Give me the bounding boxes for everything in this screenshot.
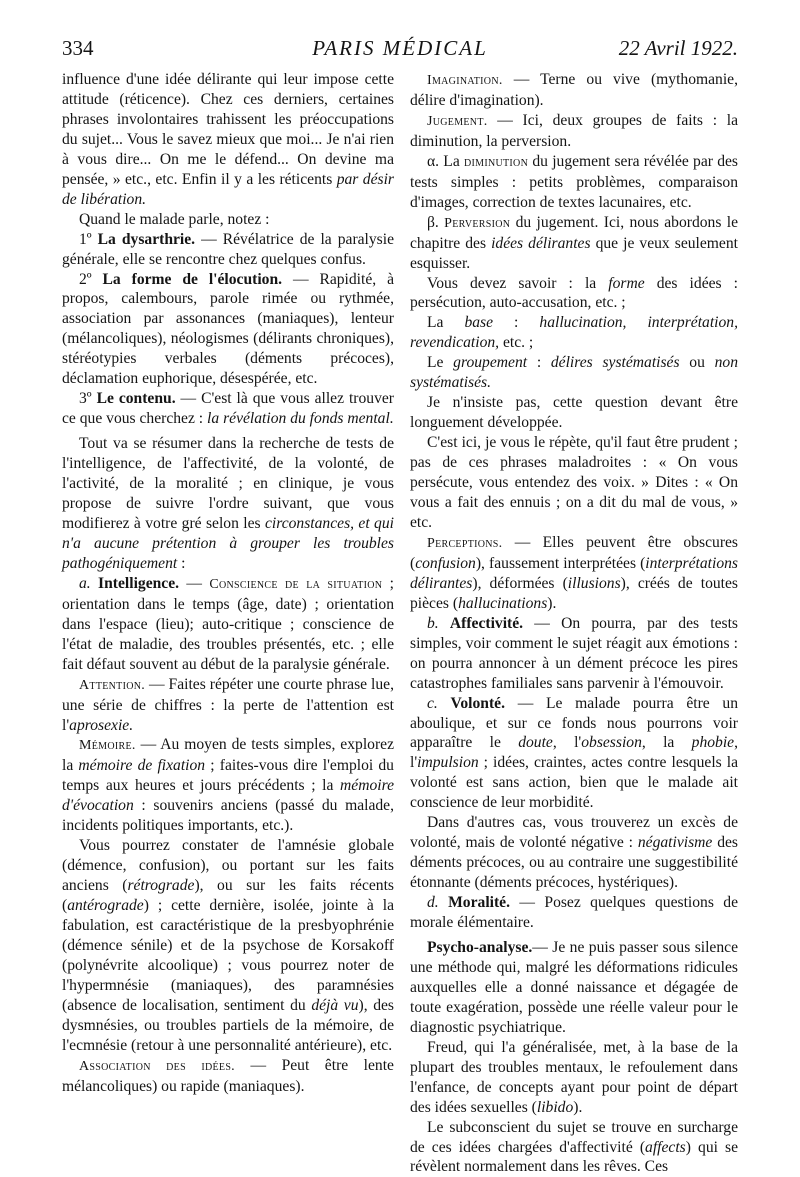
- text-segment: — Le malade pourra être un aboulique, et sur ce fonds nous pourrons voir apparaître le: [410, 694, 739, 752]
- text-segment: d.: [427, 894, 449, 912]
- text-segment: ) qui se révèlent normalement dans les rêves. Ces: [410, 1138, 739, 1176]
- text-segment: :: [527, 354, 551, 372]
- text-segment: 2º: [79, 270, 103, 288]
- text-segment: non systématisés.: [410, 354, 738, 392]
- text-segment: Le contenu.: [96, 390, 176, 408]
- text-segment: — Rapidité, à propos, calembours, parole rimée ou rythmée, association par assonances (maniaques), lenteur (mélancoliques), néologismes (délirants chroniques), stéréotypies verbales (déments précoces), déclamation euphorique, désespérée, etc.: [62, 270, 394, 388]
- text-segment: idées délirantes: [491, 234, 591, 252]
- paragraph: [62, 574, 394, 675]
- page-header: [62, 36, 738, 66]
- text-segment: La dysarthrie.: [97, 230, 196, 248]
- text-segment: Le: [427, 354, 454, 372]
- text-segment: illusions: [567, 574, 621, 592]
- paragraph: [62, 210, 394, 230]
- text-segment: déjà vu: [311, 996, 359, 1014]
- text-segment: — C'est là que vous allez trouver ce que vous cherchez :: [62, 390, 394, 428]
- text-segment: ), déformées (: [472, 574, 568, 592]
- paragraph: [62, 836, 394, 1055]
- paragraph: [62, 1056, 394, 1097]
- text-segment: — Révélatrice de la paralysie générale, elle se rencontre chez quelques confus.: [62, 230, 395, 268]
- paragraph: [410, 893, 738, 933]
- text-segment: des idées : persécution, auto-accusation, etc. ;: [410, 274, 738, 312]
- paragraph: [410, 1118, 738, 1177]
- paragraph: [410, 353, 738, 393]
- text-segment: ), ou sur les faits récents (: [62, 877, 394, 915]
- text-segment: Perversion: [444, 215, 511, 231]
- text-segment: diminution: [464, 154, 529, 170]
- text-segment: ) ; cette dernière, isolée, jointe à la fabulation, est caractéristique de la presbyophrénie (démence sénile) et de la psychose de Korsakoff (polynévrite alcoolique) ; vous pourrez noter de l'hypermnésie (maniaques), des paramnésies (absence de localisation, sentiment du: [62, 897, 394, 1014]
- text-segment: β.: [427, 213, 445, 231]
- text-segment: Jugement.: [427, 113, 488, 129]
- text-segment: Perceptions.: [427, 535, 503, 551]
- text-segment: délires systématisés: [550, 354, 680, 372]
- paragraph: [410, 614, 738, 694]
- text-segment: Attention.: [79, 677, 146, 693]
- paragraph: [410, 274, 738, 314]
- text-segment: Association des idées.: [79, 1058, 235, 1074]
- paragraph: [410, 1038, 738, 1118]
- text-segment: que je veux seulement esquisser.: [410, 234, 738, 272]
- text-segment: Je n'insiste pas, cette question devant être longuement développée.: [410, 394, 738, 432]
- text-segment: — Elles peuvent être obscures (: [410, 533, 738, 572]
- text-segment: :: [493, 314, 540, 332]
- left-text-column: [62, 70, 394, 1097]
- text-segment: antérograde: [67, 897, 144, 915]
- text-segment: ; orientation dans le temps (âge, date) ; orientation dans l'espace (lieu); auto-critique ; conscience de l'état de maladie, des troubles présentés, etc. ; elle fait défaut souvent au début de la paralysie générale.: [62, 574, 394, 673]
- paragraph: [62, 434, 394, 574]
- text-segment: Conscience de la situation: [209, 576, 383, 592]
- paragraph: [410, 393, 738, 433]
- text-segment: , l': [410, 734, 738, 772]
- text-segment: α. La: [427, 152, 464, 170]
- text-segment: Vous pourrez constater de l'amnésie globale (démence, confusion), ou portant sur les faits anciens (: [62, 837, 394, 895]
- text-segment: Le subconscient du sujet se trouve en surcharge de ces idées chargées d'affectivité (: [410, 1118, 738, 1156]
- text-segment: par désir de libération.: [62, 170, 394, 208]
- text-segment: négativisme: [637, 834, 713, 852]
- text-segment: mémoire d'évocation: [62, 777, 394, 815]
- paragraph: [410, 111, 738, 152]
- text-segment: confusion: [415, 554, 476, 572]
- text-segment: ).: [573, 1098, 583, 1116]
- text-segment: C'est ici, je vous le répète, qu'il faut être prudent ; pas de ces phrases maladroites : « On vous persécute, vous entendez des voix. » Dites : « On vous a fait des ennuis ; on a dit du mal de vous, » etc.: [410, 434, 738, 531]
- text-segment: du jugement sera révélée par des tests simples : petits problèmes, comparaison d'images, correction de textes lacunaires, etc.: [410, 152, 738, 211]
- text-segment: circonstances, et qui n'a aucune prétention à grouper les troubles pathogéniquement: [62, 514, 394, 572]
- text-segment: ; idées, craintes, actes contre lesquels la volonté est sans action, bien que le malade ait conscience de leur morbidité.: [410, 754, 738, 812]
- text-segment: Volonté.: [450, 694, 505, 712]
- text-segment: rétrograde: [127, 877, 195, 895]
- text-segment: interprétations délirantes: [410, 554, 738, 592]
- text-segment: impulsion: [417, 754, 479, 772]
- text-segment: Quand le malade parle, notez :: [79, 210, 270, 228]
- text-segment: 1º: [79, 230, 98, 248]
- paragraph: [410, 938, 738, 1038]
- paragraph: [410, 152, 738, 213]
- text-segment: ).: [547, 594, 557, 612]
- text-segment: :: [177, 554, 186, 572]
- paragraph: [62, 270, 394, 390]
- text-segment: libido: [536, 1098, 574, 1116]
- text-segment: aprosexie.: [69, 716, 134, 734]
- paragraph: [410, 213, 738, 274]
- paragraph: [410, 533, 738, 614]
- paragraph: [410, 813, 738, 893]
- text-segment: doute: [518, 734, 553, 752]
- text-segment: a.: [79, 574, 99, 592]
- text-segment: —: [179, 574, 210, 592]
- text-segment: forme: [608, 274, 645, 292]
- text-segment: — Terne ou vive (mythomanie, délire d'imagination).: [410, 71, 738, 109]
- text-segment: Imagination.: [427, 73, 503, 88]
- text-segment: hallucinations: [458, 594, 548, 612]
- text-segment: obsession: [581, 734, 642, 752]
- right-text-column: [410, 70, 738, 1177]
- text-segment: la révélation du fonds mental.: [207, 410, 394, 428]
- text-segment: Mémoire.: [79, 738, 136, 754]
- text-segment: — Je ne puis passer sous silence une méthode qui, malgré les déformations ridicules auxquelles elle a donné naissance et dégagée de toute exagération, possède une réelle valeur pour le diagnostic psychiatrique.: [410, 938, 738, 1036]
- text-segment: — Au moyen de tests simples, explorez la: [62, 736, 394, 775]
- page-number: 334: [62, 36, 94, 60]
- text-segment: , la: [641, 734, 692, 752]
- text-segment: ), des dysmnésies, ou troubles partiels de la mémoire, de l'ecmnésie (retour à une personnalité antérieure), etc.: [62, 996, 395, 1054]
- text-segment: du jugement. Ici, nous abordons le chapitre des: [410, 213, 739, 252]
- text-segment: c.: [427, 694, 451, 712]
- paragraph: [62, 675, 394, 736]
- text-segment: 3º: [79, 390, 97, 408]
- text-segment: ), faussement interprétées (: [475, 554, 646, 572]
- paragraph: [62, 70, 394, 210]
- text-segment: ou: [679, 354, 715, 372]
- text-segment: Affectivité.: [449, 614, 524, 632]
- text-segment: — On pourra, par des tests simples, voir comment le sujet réagit aux émotions : on pourra annoncer à un dément précoce les pires catastrophes familiales sans parvenir à l'émouvoir.: [410, 614, 738, 692]
- text-segment: — Ici, deux groupes de faits : la diminution, la perversion.: [410, 111, 738, 150]
- text-segment: influence d'une idée délirante qui leur impose cette attitude (réticence). Chez ces derniers, certaines phrases involontaires trahissent les préoccupations du sujet... Vous le savez mieux que moi... Je n'ai rien à vous dire... On me le défend... On devine ma pensée, » etc., etc. Enfin il y a les réticents: [62, 71, 394, 188]
- text-segment: ), créés de toutes pièces (: [410, 574, 738, 612]
- issue-date: 22 Avril 1922.: [618, 36, 738, 60]
- text-segment: Tout va se résumer dans la recherche de tests de l'intelligence, de l'affectivité, de la volonté, de l'activité, de la moralité ; en clinique, je vous propose de suivre l'ordre suivant, que vous modifierez à votre gré selon les: [62, 435, 394, 532]
- text-segment: hallucination, interprétation, revendication,: [410, 314, 738, 352]
- text-segment: mémoire de fixation: [78, 757, 206, 775]
- paragraph: [410, 694, 738, 814]
- text-segment: phobie: [691, 734, 735, 752]
- text-segment: Freud, qui l'a généralisée, met, à la base de la plupart des troubles mentaux, le refoulement dans l'enfance, de concepts ayant pour point de départ des idées sexuelles (: [410, 1038, 738, 1116]
- text-segment: Dans d'autres cas, vous trouverez un excès de volonté, mais de volonté négative :: [410, 814, 738, 852]
- text-segment: affects: [645, 1138, 686, 1156]
- text-segment: : souvenirs anciens (passé du malade, incidents politiques importants, etc.).: [62, 797, 394, 835]
- text-segment: Vous devez savoir : la: [427, 274, 609, 292]
- paragraph: [62, 230, 394, 270]
- text-segment: — Faites répéter une courte phrase lue, une série de chiffres : la perte de l'attention est l': [62, 675, 394, 734]
- paragraph: [410, 70, 738, 111]
- paragraph: [62, 735, 394, 836]
- text-segment: ; faites-vous dire l'emploi du temps aux heures et jours précédents ; la: [62, 757, 394, 795]
- paragraph: [62, 389, 394, 429]
- paragraph: [410, 433, 738, 533]
- text-segment: — Peut être lente mélancoliques) ou rapide (maniaques).: [62, 1056, 394, 1095]
- text-segment: La forme de l'élocution.: [102, 270, 283, 288]
- text-segment: Psycho-analyse.: [427, 938, 533, 956]
- text-segment: Intelligence.: [98, 574, 180, 592]
- text-segment: Moralité.: [448, 894, 511, 912]
- paragraph: [410, 313, 738, 353]
- text-segment: , l': [552, 734, 582, 752]
- text-segment: — Posez quelques questions de morale élémentaire.: [410, 894, 739, 932]
- text-segment: b.: [427, 614, 450, 632]
- text-segment: groupement: [453, 354, 528, 372]
- text-segment: La: [427, 314, 465, 332]
- text-segment: des déments précoces, ou au contraire une suggestibilité étonnante (déments précoces, hystériques).: [410, 834, 738, 892]
- text-segment: etc. ;: [499, 334, 534, 352]
- journal-title: PARIS MÉDICAL: [312, 36, 488, 60]
- text-segment: base: [464, 314, 494, 332]
